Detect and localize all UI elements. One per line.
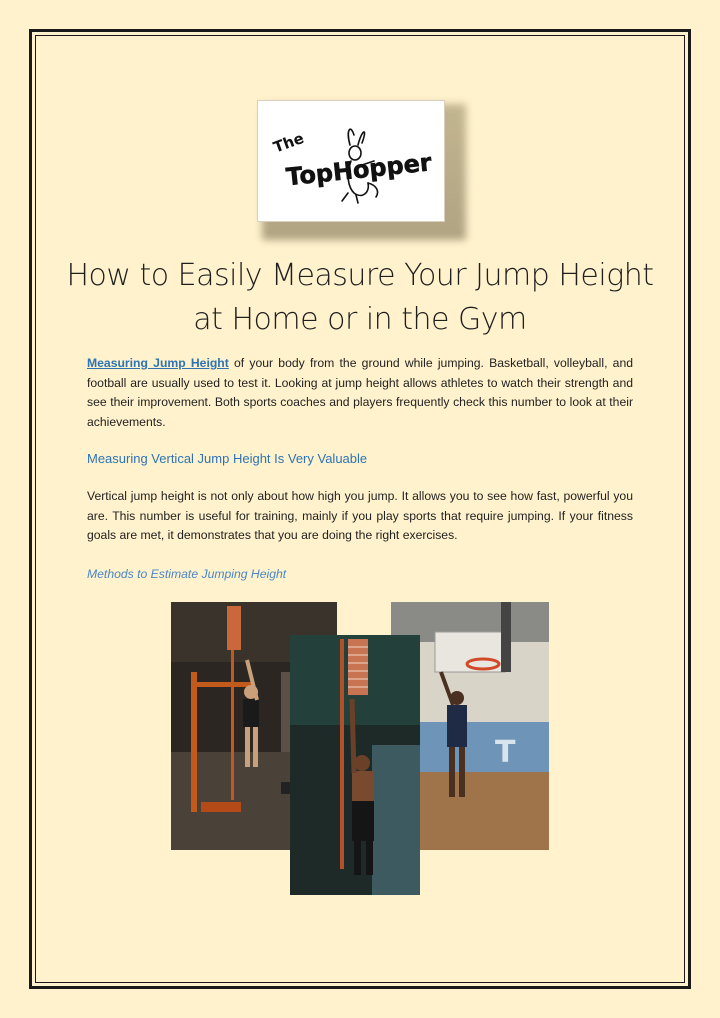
- section-heading-methods: Methods to Estimate Jumping Height: [87, 567, 287, 581]
- svg-text:T: T: [495, 735, 516, 770]
- intro-paragraph: [87, 354, 633, 432]
- tophopper-logo: [257, 100, 445, 222]
- section-body-vertical-jump: Vertical jump height is not only about how high you jump. It allows you to see how fast, powerful you are. This number is useful for training, mainly if you play sports that require jumping. If your fitness goals are met, it demonstrates that you are doing the right exercises.: [87, 489, 633, 542]
- logo-text-the: The: [270, 129, 307, 157]
- measuring-jump-height-link[interactable]: Measuring Jump Height: [87, 356, 229, 370]
- section-heading-vertical-jump: Measuring Vertical Jump Height Is Very Valuable: [87, 451, 368, 466]
- logo-text-brand: TopHopper: [284, 148, 433, 192]
- page-title-line2: at Home or in the Gym: [193, 302, 527, 337]
- photo-vertical-vane-jump: [290, 635, 420, 895]
- page-title: [60, 254, 660, 342]
- page-title-line1: How to Easily Measure Your Jump Height: [66, 258, 654, 293]
- intro-text: of your body from the ground while jumping. Basketball, volleyball, and football are usually used to test it. Looking at jump height allows athletes to watch their strength and see their improvement. Both sports coaches and players frequently check this number to look at their achievements.: [87, 356, 634, 429]
